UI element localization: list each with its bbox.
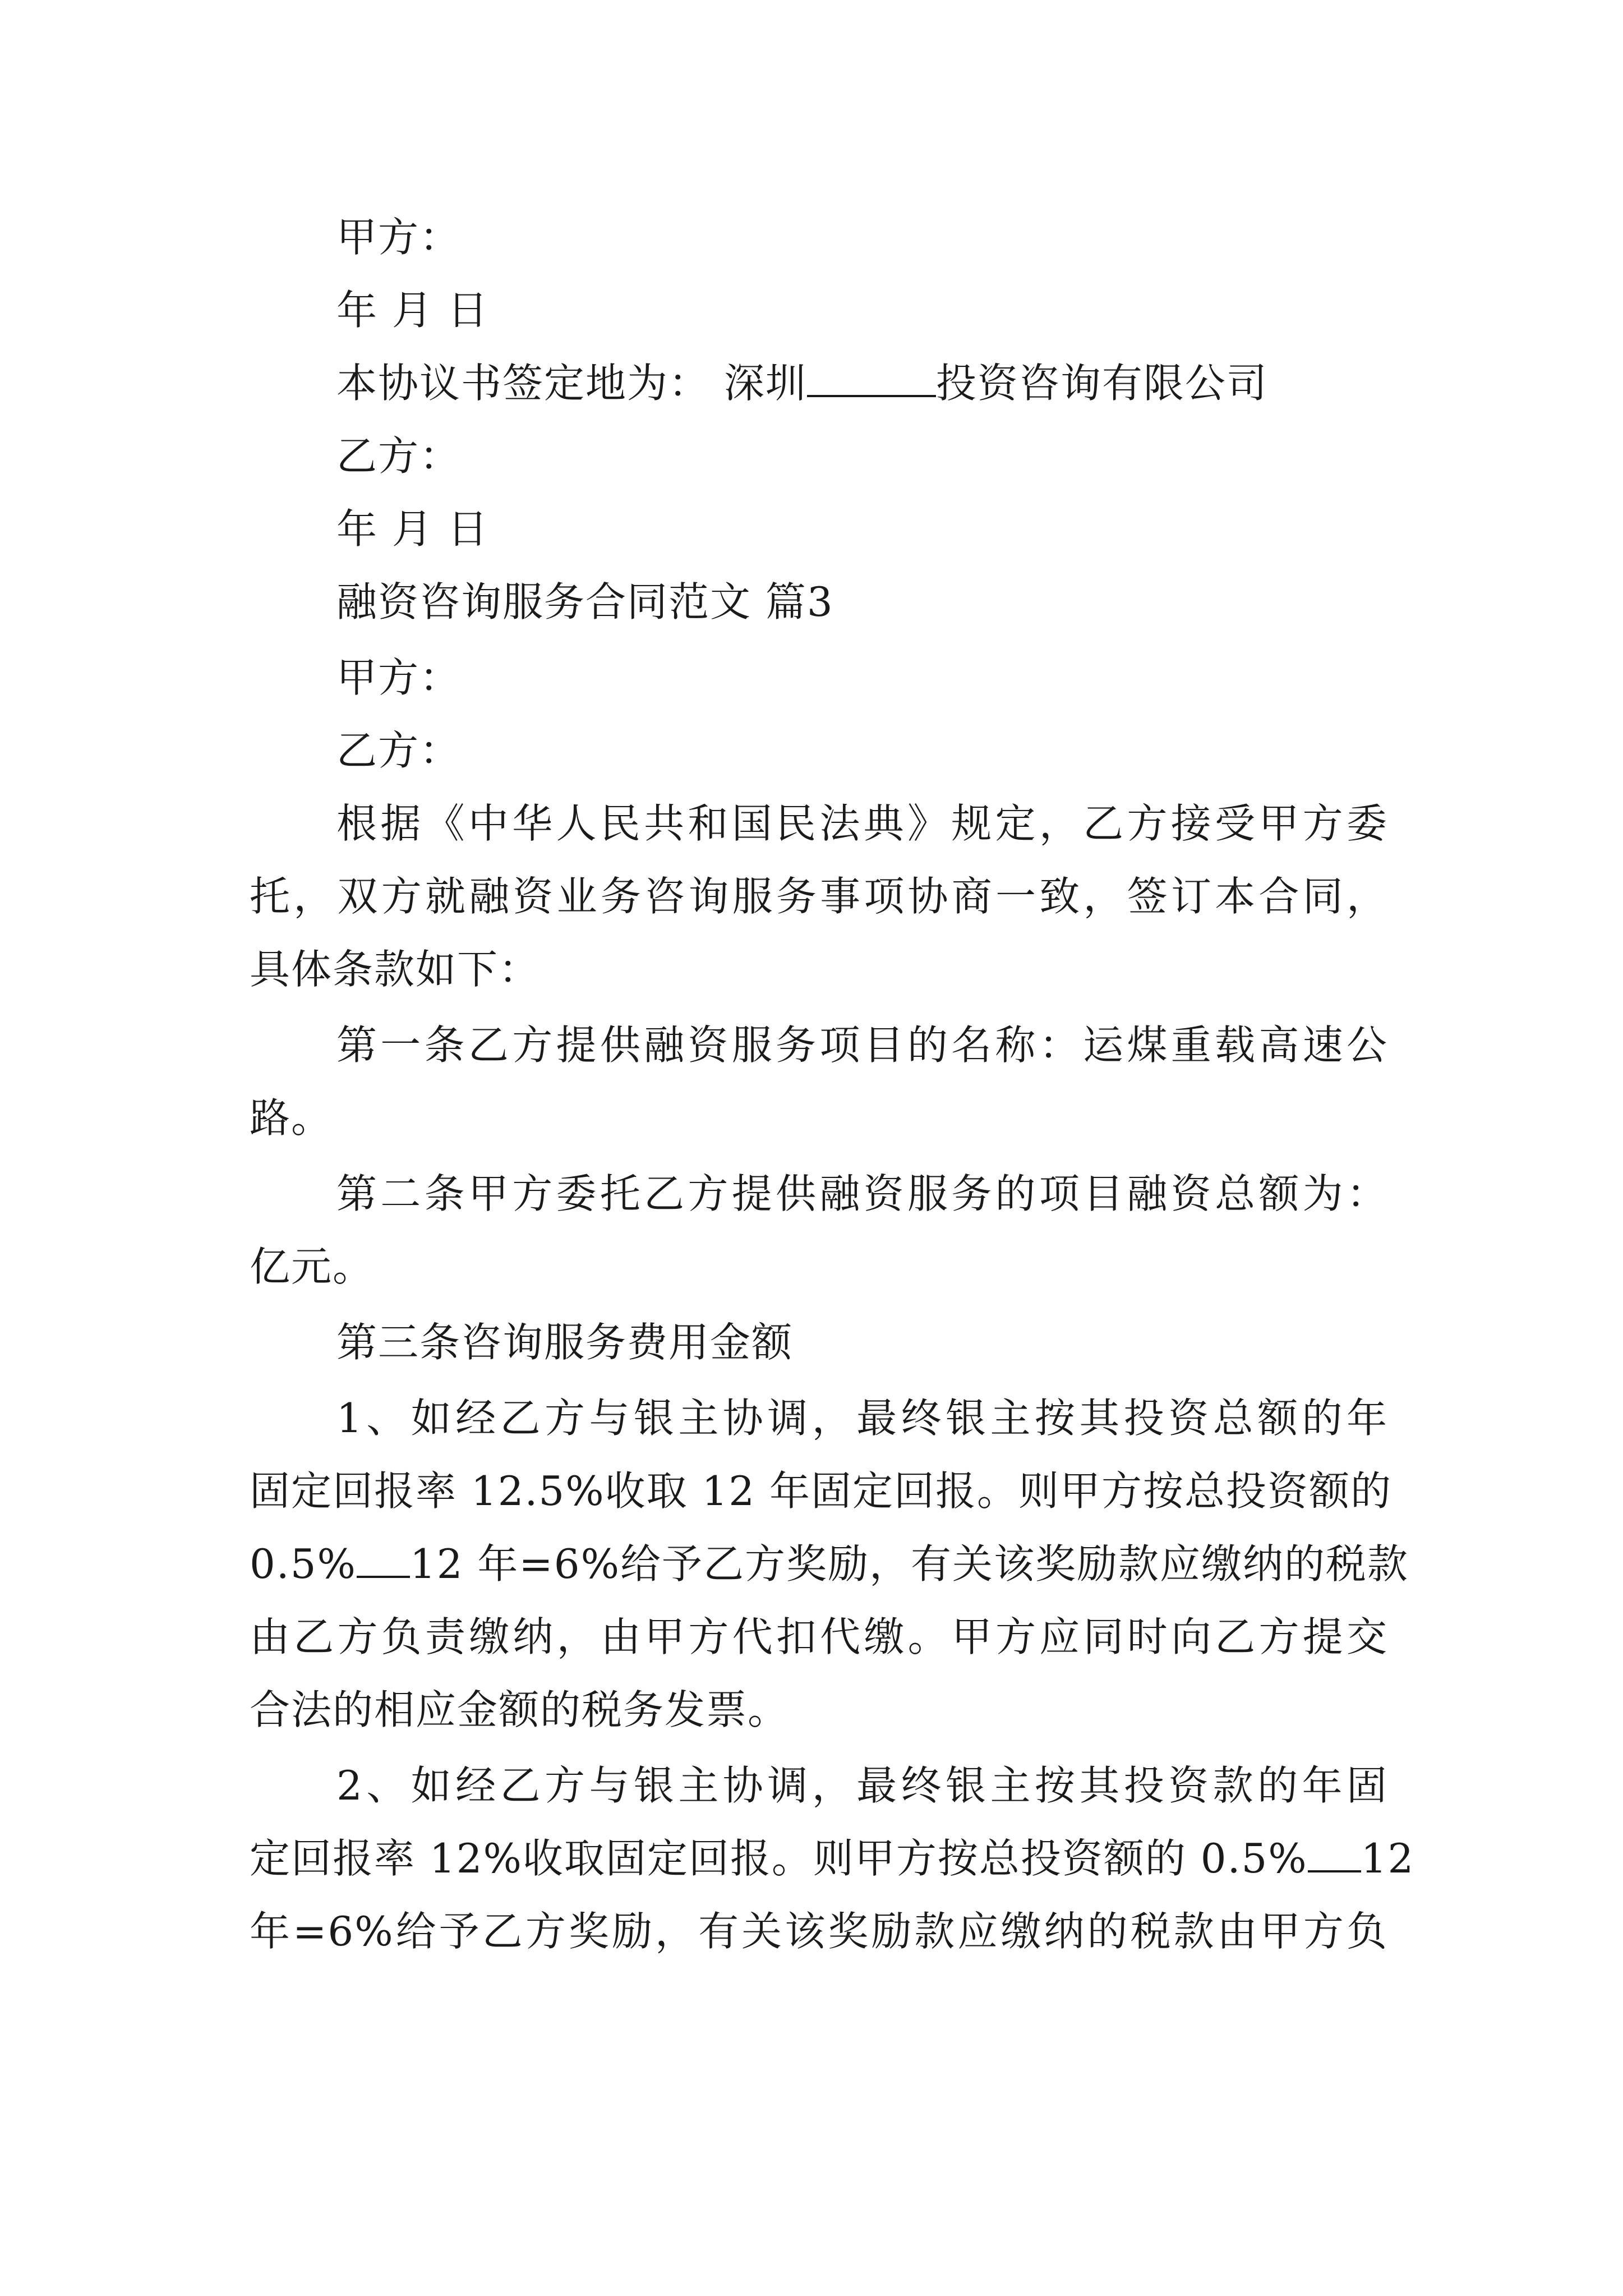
article-2-line: 亿元。	[250, 1243, 375, 1290]
item-1-text: 12 年=6%给予乙方奖励，有关该奖励款应缴纳的税款	[409, 1540, 1409, 1588]
item-2-blank	[1308, 1837, 1361, 1872]
party-a-label: 甲方：	[336, 214, 462, 261]
item-1-line: 1、如经乙方与银主协调，最终银主按其投资总额的年	[336, 1395, 1388, 1442]
item-2-text: 定回报率 12%收取固定回报。则甲方按总投资额的 0.5%	[250, 1835, 1308, 1882]
date-line: 年 月 日	[336, 505, 489, 553]
party-b-label: 乙方：	[336, 727, 462, 774]
party-a-label: 甲方：	[336, 654, 462, 701]
intro-paragraph-line: 托，双方就融资业务咨询服务事项协商一致，签订本合同，	[250, 873, 1388, 920]
item-2-line: 2、如经乙方与银主协调，最终银主按其投资款的年固	[336, 1762, 1388, 1809]
section-title: 融资咨询服务合同范文 篇3	[336, 578, 834, 625]
article-1-line: 路。	[250, 1094, 333, 1142]
intro-paragraph-line: 根据《中华人民共和国民法典》规定，乙方接受甲方委	[336, 800, 1388, 847]
signing-place-blank	[807, 361, 936, 397]
intro-paragraph-line: 具体条款如下：	[250, 946, 541, 993]
party-b-label: 乙方：	[336, 432, 462, 480]
article-2-line: 第二条甲方委托乙方提供融资服务的项目融资总额为：	[336, 1170, 1388, 1217]
article-3-title: 第三条咨询服务费用金额	[336, 1319, 794, 1366]
article-1-line: 第一条乙方提供融资服务项目的名称：运煤重载高速公	[336, 1022, 1388, 1069]
signing-place-prefix: 本协议书签定地为： 深圳	[336, 360, 807, 407]
signing-place-line	[336, 356, 1268, 410]
signing-place-suffix: 投资咨询有限公司	[935, 360, 1268, 407]
item-1-percent: 0.5%	[250, 1540, 357, 1588]
item-2-line	[250, 1832, 1415, 1885]
item-2-years: 12	[1361, 1835, 1415, 1882]
item-1-blank	[357, 1542, 410, 1578]
item-1-line: 由乙方负责缴纳，由甲方代扣代缴。甲方应同时向乙方提交	[250, 1613, 1388, 1660]
item-2-line: 年=6%给予乙方奖励，有关该奖励款应缴纳的税款由甲方负	[250, 1908, 1388, 1955]
item-1-line	[250, 1537, 1409, 1591]
item-1-line: 合法的相应金额的税务发票。	[250, 1686, 790, 1733]
date-line: 年 月 日	[336, 287, 489, 334]
item-1-line: 固定回报率 12.5%收取 12 年固定回报。则甲方按总投资额的	[250, 1467, 1393, 1515]
